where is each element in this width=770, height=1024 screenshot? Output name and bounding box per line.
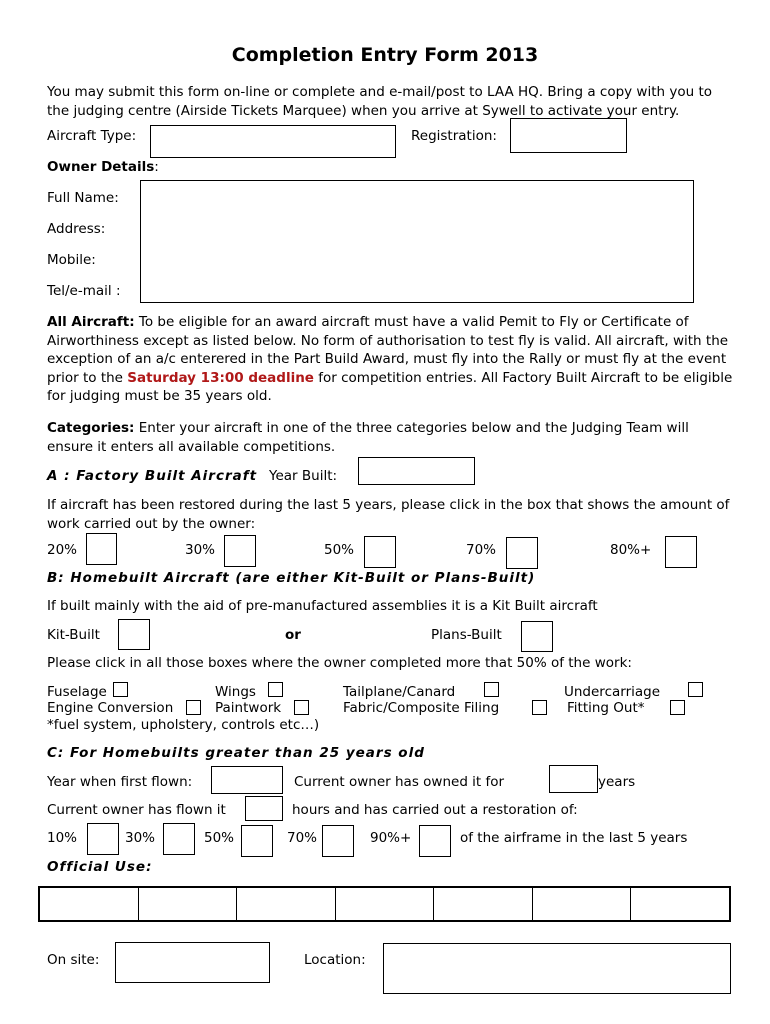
work-text: Please click in all those boxes where the owner completed more that 50% of the work: bbox=[47, 655, 632, 671]
undercarriage-checkbox[interactable] bbox=[688, 682, 703, 697]
fuselage-label: Fuselage bbox=[47, 684, 107, 700]
restoration-option-label: 70% bbox=[287, 830, 318, 846]
official-use-cell bbox=[336, 888, 435, 920]
owner-details-input[interactable] bbox=[140, 180, 694, 303]
page-title: Completion Entry Form 2013 bbox=[231, 44, 539, 66]
registration-label: Registration: bbox=[411, 128, 497, 144]
first-flown-input[interactable] bbox=[211, 766, 283, 794]
official-use-table bbox=[38, 886, 731, 922]
restoration-option-label: 90%+ bbox=[370, 830, 412, 846]
kit-built-checkbox[interactable] bbox=[118, 619, 150, 650]
aircraft-type-input[interactable] bbox=[150, 125, 396, 158]
restore-option-label: 50% bbox=[324, 542, 355, 558]
kit-built-text: If built mainly with the aid of pre-manufactured assemblies it is a Kit Built aircraft bbox=[47, 598, 598, 614]
intro-text: You may submit this form on-line or complete and e-mail/post to LAA HQ. Bring a copy with you to the judging centre (Airside Tickets Marquee) when you arrive at Sywell to activate your entry. bbox=[47, 84, 713, 119]
official-use-cell bbox=[40, 888, 139, 920]
wings-label: Wings bbox=[215, 684, 256, 700]
tailplane-checkbox[interactable] bbox=[484, 682, 499, 697]
hours-flown-input[interactable] bbox=[245, 796, 283, 821]
location-input[interactable] bbox=[383, 943, 731, 994]
year-built-input[interactable] bbox=[358, 457, 475, 485]
restoration-90-checkbox[interactable] bbox=[419, 825, 451, 857]
official-use-cell bbox=[237, 888, 336, 920]
flown-it-label: Current owner has flown it bbox=[47, 802, 226, 818]
restore-70-checkbox[interactable] bbox=[506, 537, 538, 569]
location-label: Location: bbox=[304, 952, 366, 968]
restoration-10-checkbox[interactable] bbox=[87, 823, 119, 855]
official-use-cell bbox=[434, 888, 533, 920]
section-b-heading: B: Homebuilt Aircraft (are either Kit-Built or Plans-Built) bbox=[47, 570, 536, 586]
fabric-checkbox[interactable] bbox=[532, 700, 547, 715]
engine-conversion-label: Engine Conversion bbox=[47, 700, 174, 716]
restore-option-label: 70% bbox=[466, 542, 497, 558]
fabric-label: Fabric/Composite Filing bbox=[343, 700, 500, 716]
kit-built-label: Kit-Built bbox=[47, 627, 100, 643]
fuselage-checkbox[interactable] bbox=[113, 682, 128, 697]
restore-80-checkbox[interactable] bbox=[665, 536, 697, 568]
official-use-cell bbox=[533, 888, 632, 920]
first-flown-label: Year when first flown: bbox=[47, 774, 193, 790]
registration-input[interactable] bbox=[510, 118, 627, 153]
official-use-cell bbox=[139, 888, 238, 920]
full-name-label: Full Name: bbox=[47, 190, 119, 206]
address-label: Address: bbox=[47, 221, 106, 237]
categories-text: Categories: Enter your aircraft in one of the three categories below and the Judging Team will ensure it enters all available competitions. bbox=[47, 420, 689, 455]
restoration-70-checkbox[interactable] bbox=[322, 825, 354, 857]
restore-option-label: 20% bbox=[47, 542, 78, 558]
restore-50-checkbox[interactable] bbox=[364, 536, 396, 568]
official-use-cell bbox=[631, 888, 729, 920]
section-a-heading: A : Factory Built Aircraft bbox=[47, 468, 258, 484]
paintwork-checkbox[interactable] bbox=[294, 700, 309, 715]
year-built-label: Year Built: bbox=[269, 468, 338, 484]
restore-30-checkbox[interactable] bbox=[224, 535, 256, 567]
plans-built-label: Plans-Built bbox=[431, 627, 502, 643]
fitting-out-label: Fitting Out* bbox=[567, 700, 645, 716]
restoration-option-label: 10% bbox=[47, 830, 78, 846]
airframe-text: of the airframe in the last 5 years bbox=[460, 830, 688, 846]
on-site-input[interactable] bbox=[115, 942, 270, 983]
restoration-option-label: 50% bbox=[204, 830, 235, 846]
years-label: years bbox=[598, 774, 636, 790]
on-site-label: On site: bbox=[47, 952, 100, 968]
paintwork-label: Paintwork bbox=[215, 700, 282, 716]
mobile-label: Mobile: bbox=[47, 252, 96, 268]
official-use-label: Official Use: bbox=[47, 859, 153, 875]
restore-option-label: 80%+ bbox=[610, 542, 652, 558]
footnote: *fuel system, upholstery, controls etc…) bbox=[47, 717, 320, 733]
undercarriage-label: Undercarriage bbox=[564, 684, 661, 700]
wings-checkbox[interactable] bbox=[268, 682, 283, 697]
tel-email-label: Tel/e-mail : bbox=[47, 283, 121, 299]
owner-details-heading: Owner Details: bbox=[47, 159, 159, 175]
tailplane-label: Tailplane/Canard bbox=[343, 684, 456, 700]
owned-for-label: Current owner has owned it for bbox=[294, 774, 505, 790]
section-c-heading: C: For Homebuilts greater than 25 years old bbox=[47, 745, 425, 761]
restored-text: If aircraft has been restored during the last 5 years, please click in the box that shows the amount of work carried out by the owner: bbox=[47, 497, 730, 532]
restore-option-label: 30% bbox=[185, 542, 216, 558]
owned-for-input[interactable] bbox=[549, 765, 598, 793]
hours-text: hours and has carried out a restoration of: bbox=[292, 802, 578, 818]
restoration-30-checkbox[interactable] bbox=[163, 823, 195, 855]
or-label: or bbox=[285, 627, 301, 643]
restoration-50-checkbox[interactable] bbox=[241, 825, 273, 857]
plans-built-checkbox[interactable] bbox=[521, 621, 553, 652]
engine-conversion-checkbox[interactable] bbox=[186, 700, 201, 715]
aircraft-type-label: Aircraft Type: bbox=[47, 128, 137, 144]
restore-20-checkbox[interactable] bbox=[86, 533, 117, 565]
all-aircraft-text: All Aircraft: To be eligible for an award aircraft must have a valid Pemit to Fly or Certificate of Airworthiness except as listed below. No form of authorisation to test fly is valid. All aircraft, with the exception of an a/c enterered in the Part Build Award, must fly into the Rally or must fly at the event prior to the Saturday 13:00 deadline for competition entries. All Factory Built Aircraft to be eligible for judging must be 35 years old. bbox=[47, 314, 733, 404]
fitting-out-checkbox[interactable] bbox=[670, 700, 685, 715]
restoration-option-label: 30% bbox=[125, 830, 156, 846]
